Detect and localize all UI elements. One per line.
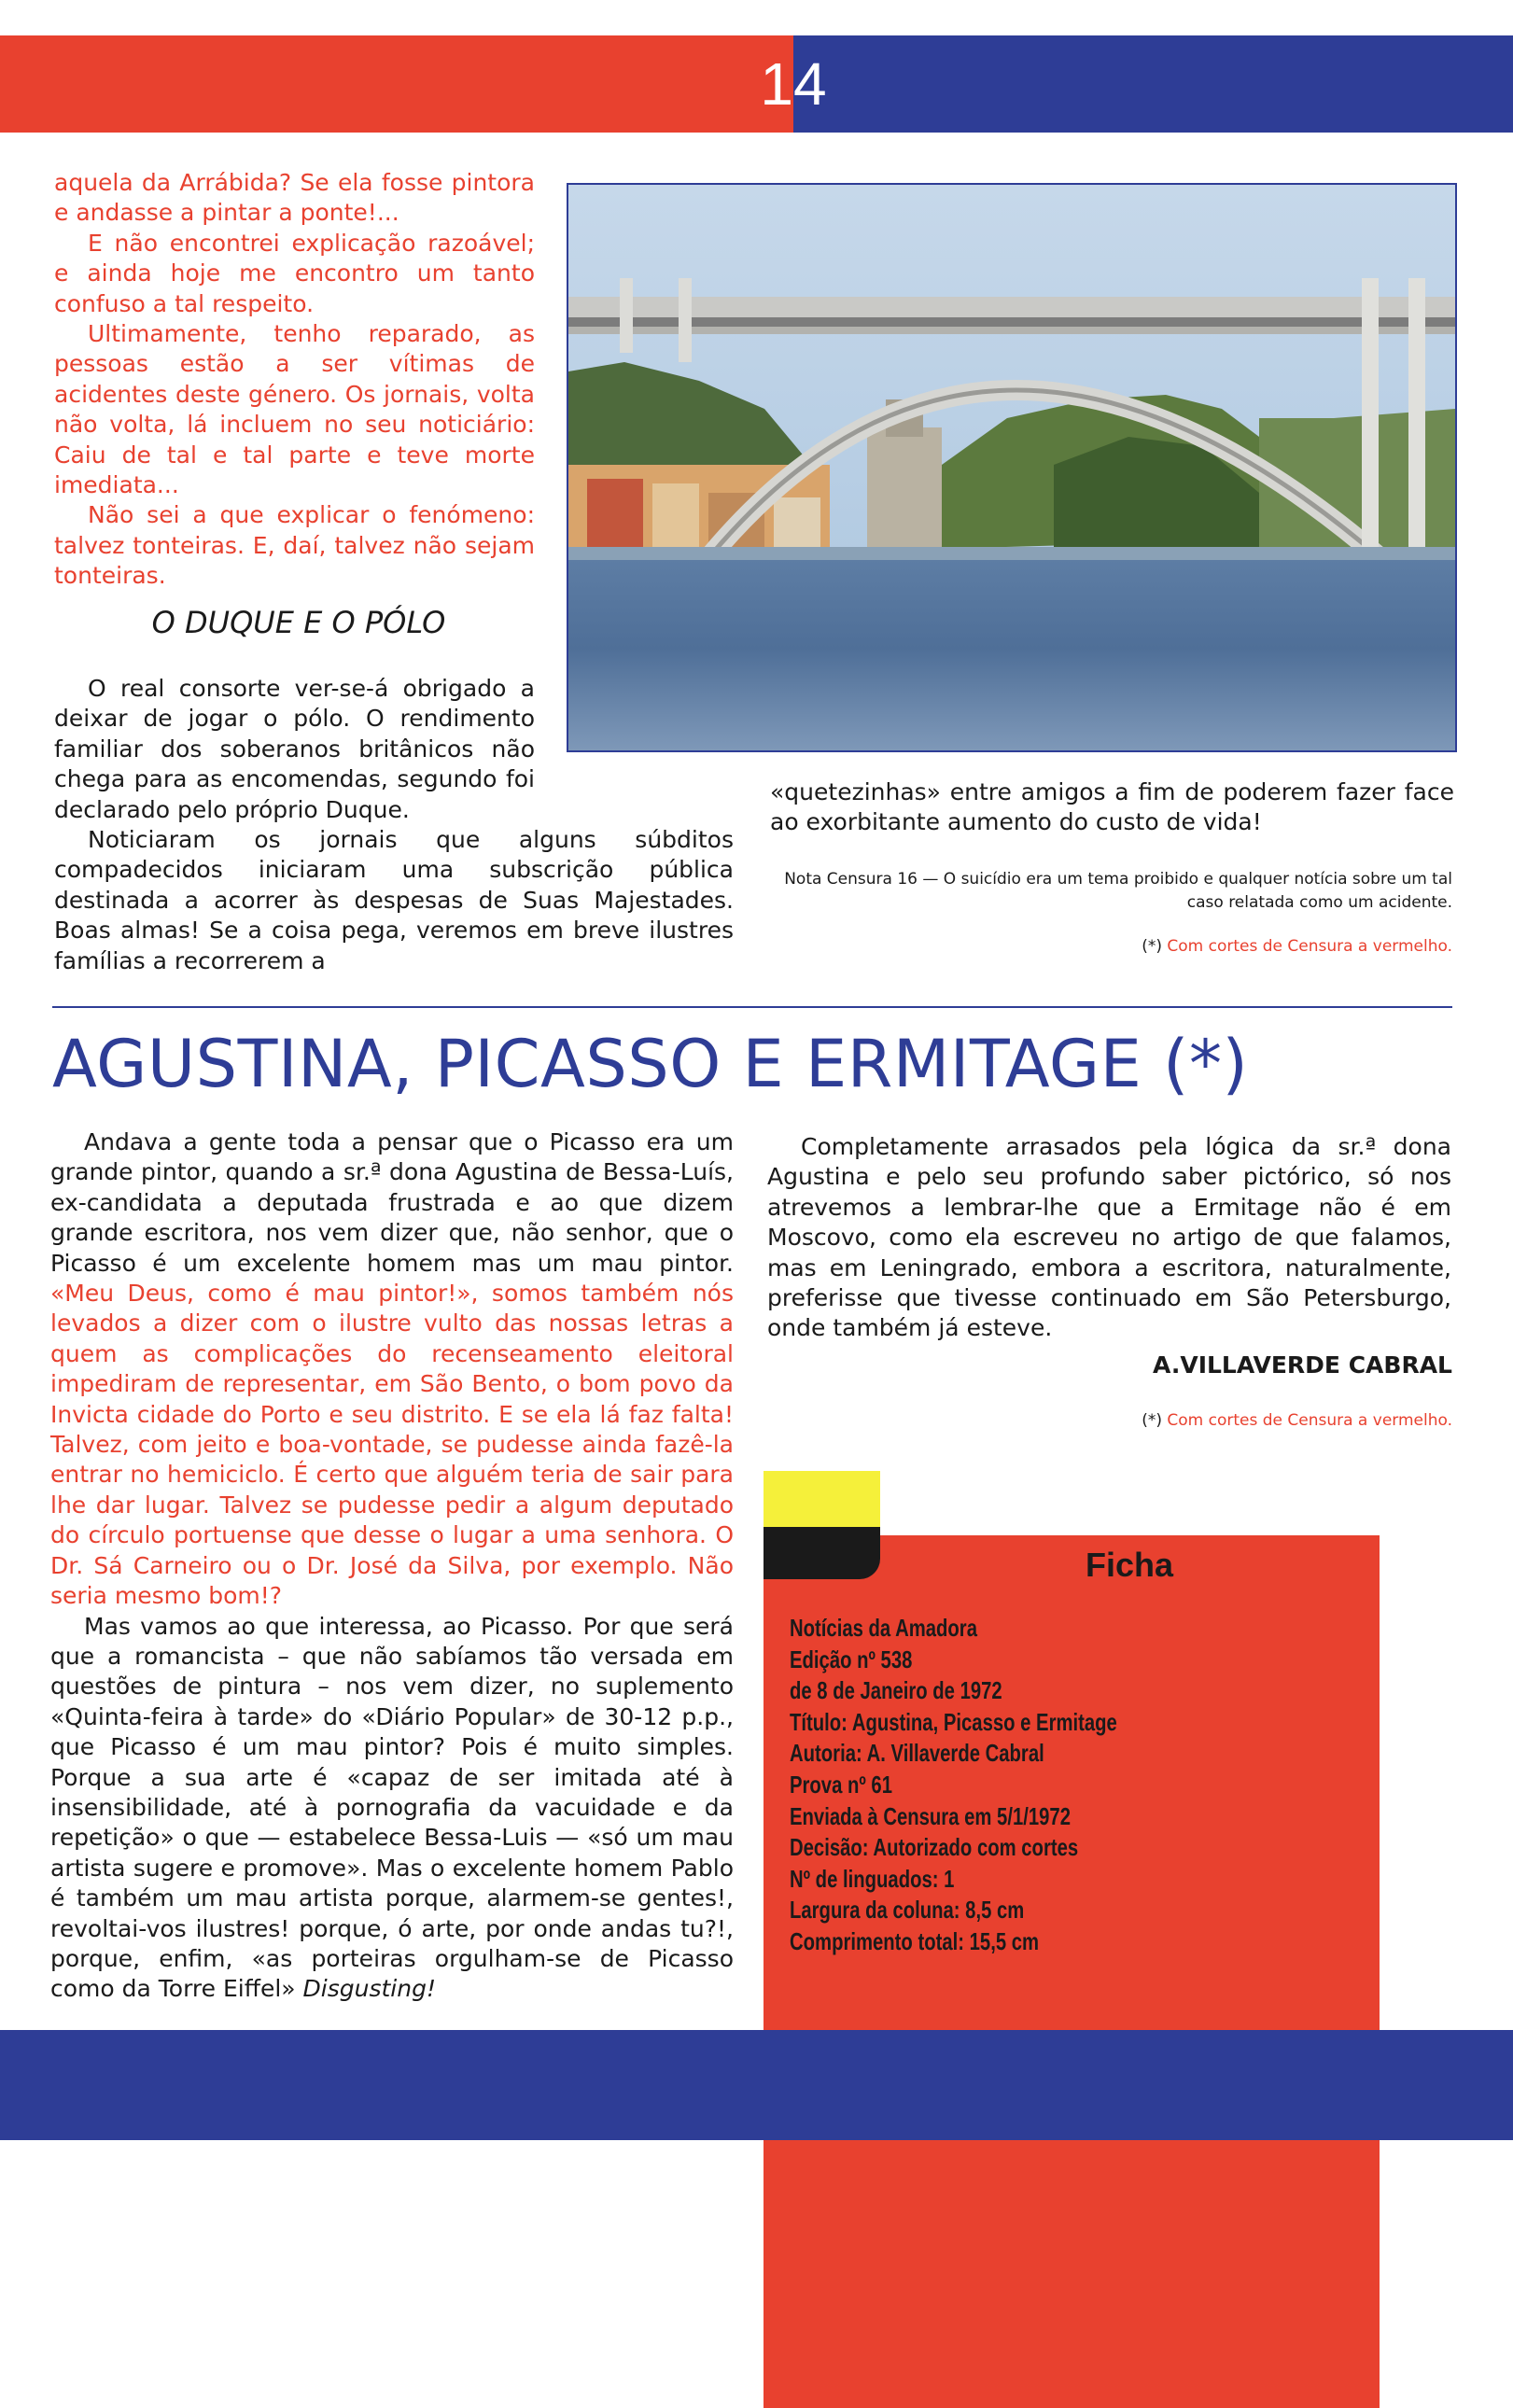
ficha-line: Título: Agustina, Picasso e Ermitage <box>790 1707 1117 1736</box>
bridge-photo <box>567 183 1457 752</box>
ficha-lines <box>790 1613 1234 1958</box>
ficha-line: de 8 de Janeiro de 1972 <box>790 1676 1002 1705</box>
cortes-prefix: (*) <box>1142 1411 1162 1430</box>
header-blue-band <box>793 35 1513 133</box>
cortes-prefix: (*) <box>1142 937 1162 956</box>
duque-paragraph-1: O real consorte ver-se-á obrigado a deixar de jogar o pólo. O rendimento familiar dos soberanos britânicos não chega para as encomendas, segundo foi declarado pelo próprio Duque. <box>54 675 535 823</box>
duque-paragraph-3: «quetezinhas» entre amigos a fim de poderem fazer face ao exorbitante aumento do custo de vida! <box>770 778 1454 836</box>
cortes-text: Com cortes de Censura a vermelho. <box>1167 937 1452 956</box>
article-text-censored: «Meu Deus, como é mau pintor!», somos também nós levados a dizer com o ilustre vulto das nossas letras a quem as complicações do recenseamento eleitoral impediram de representar, em São Bento, o bom povo da Invicta cidade do Porto e seu distrito. E se ela lá faz falta! Talvez, com jeito e boa-vontade, se pudesse ainda fazê-la entrar no hemiciclo. É certo que alguém teria de sair para lhe dar lugar. Talvez se pudesse pedir a algum deputado do círculo portuense que desse o lugar a uma senhora. O Dr. Sá Carneiro ou o Dr. José da Silva, por exemplo. Não seria mesmo bom!? <box>50 1280 734 1610</box>
ficha-yellow-tab <box>764 1471 880 1527</box>
censura-note: Nota Censura 16 — O suicídio era um tema proibido e qualquer notícia sobre um tal caso relatada como um acidente. <box>784 870 1452 912</box>
cortes-note-top <box>765 935 1452 959</box>
duque-column-3 <box>770 777 1454 838</box>
ficha-line: Enviada à Censura em 5/1/1972 <box>790 1801 1071 1830</box>
cortes-text: Com cortes de Censura a vermelho. <box>1167 1411 1452 1430</box>
red-paragraph: aquela da Arrábida? Se ela fosse pintora e andasse a pintar a ponte!... <box>54 169 535 227</box>
duque-paragraph-2: Noticiaram os jornais que alguns súbditos compadecidos iniciaram uma subscrição pública destinada a acorrer às despesas de Suas Majestades. Boas almas! Se a coisa pega, veremos em breve ilustres famílias a recorrerem a <box>54 826 734 974</box>
article-left-column <box>50 1127 734 2005</box>
article-paragraph-3: Completamente arrasados pela lógica da sr.ª dona Agustina e pelo seu profundo saber pictórico, só nos atrevemos a lembrar-lhe que a Ermitage não é em Moscovo, como ela escreveu no artigo de que falamos, mas em Leningrado, embora a escritora, naturalmente, preferisse que tivesse continuado em São Petersburgo, onde também já esteve. <box>767 1133 1451 1342</box>
article-text: Mas vamos ao que interessa, ao Picasso. Por que será que a romancista – que não sabíamos tão versada em questões de pintura – nos vem dizer, no suplemento «Quinta-feira à tarde» do «Diário Popular» de 30-12 p.p., que Picasso é um mau pintor? Pois é muito simples. Porque a sua arte é «capaz de ser imitada até à insensibilidade, até à pornografia da vacuidade e da repetição» o que — estabelece Bessa-Luis — «só um mau artista sugere e promove». Mas o excelente homem Pablo é também um mau artista porque, alarmem-se gentes!, revoltai-vos ilustres! porque, ó arte, por onde andas tu?!, porque, enfim, «as porteiras orgulham-se de Picasso como da Torre Eiffel» <box>50 1612 734 2003</box>
ficha-line: Autoria: A. Villaverde Cabral <box>790 1739 1044 1768</box>
article-title: AGUSTINA, PICASSO E ERMITAGE (*) <box>52 1026 1249 1102</box>
ficha-line: Decisão: Autorizado com cortes <box>790 1833 1079 1862</box>
header-red-band <box>0 35 793 133</box>
article-paragraph-2 <box>50 1612 734 2005</box>
ficha-line: Notícias da Amadora <box>790 1614 977 1642</box>
article-right-column <box>767 1132 1451 1344</box>
section-divider <box>52 1006 1452 1008</box>
ficha-title: Ficha <box>1085 1546 1174 1584</box>
article-text-black: Andava a gente toda a pensar que o Picasso era um grande pintor, quando a sr.ª dona Agustina de Bessa-Luís, ex-candidata a deputada frustrada e ao que dizem grande escritora, nos vem dizer que, não senhor, que o Picasso é um excelente homem mas um mau pintor. <box>50 1128 734 1277</box>
ficha-line: Prova nº 61 <box>790 1770 892 1799</box>
section-title-duque: O DUQUE E O PÓLO <box>151 605 446 640</box>
red-paragraph: E não encontrei explicação razoável; e ainda hoje me encontro um tanto confuso a tal respeito. <box>54 229 535 317</box>
top-red-column <box>54 168 535 592</box>
article-paragraph-1 <box>50 1127 734 1612</box>
cortes-note-bottom <box>765 1409 1452 1433</box>
ficha-black-tab <box>764 1527 880 1579</box>
article-italic: Disgusting! <box>302 1975 436 2003</box>
ficha-line: Comprimento total: 15,5 cm <box>790 1926 1040 1955</box>
duque-column-2 <box>54 825 734 976</box>
author-signature: A.VILLAVERDE CABRAL <box>1153 1351 1452 1379</box>
ficha-line: Largura da coluna: 8,5 cm <box>790 1896 1025 1925</box>
ficha-line: Edição nº 538 <box>790 1645 913 1673</box>
ficha-line: Nº de linguados: 1 <box>790 1864 955 1893</box>
red-paragraph: Não sei a que explicar o fenómeno: talvez tonteiras. E, daí, talvez não sejam tonteiras. <box>54 501 535 590</box>
duque-column-1 <box>54 674 535 825</box>
footer-blue-band <box>0 2030 1513 2140</box>
red-paragraph: Ultimamente, tenho reparado, as pessoas estão a ser vítimas de acidentes deste género. Os jornais, volta não volta, lá incluem no seu noticiário: Caiu de tal e tal parte e teve morte imediata... <box>54 320 535 499</box>
page-number: 14 <box>760 50 827 118</box>
